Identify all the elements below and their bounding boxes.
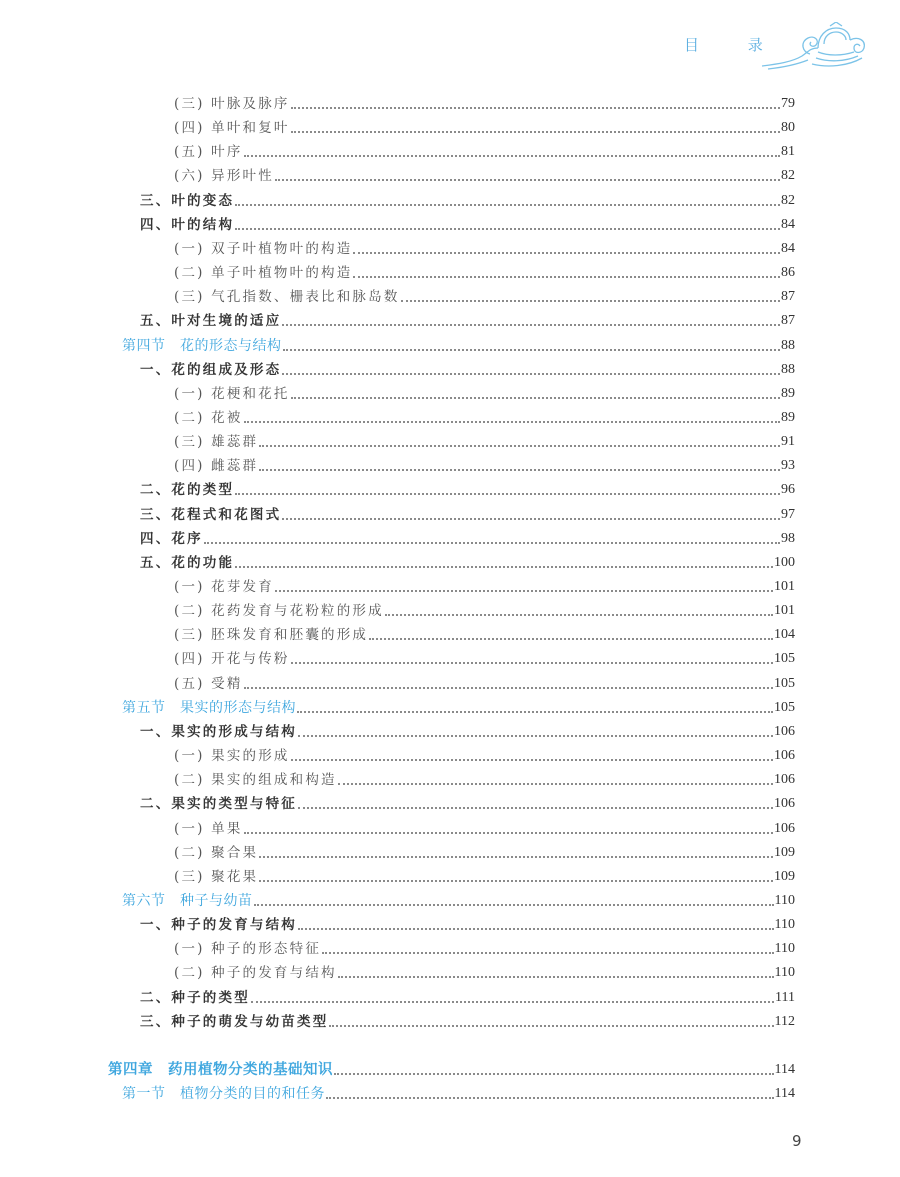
toc-entry[interactable] [122, 335, 795, 357]
dot-leader [338, 783, 773, 785]
dot-leader [298, 735, 773, 737]
dot-leader [353, 252, 780, 254]
page-header [680, 22, 880, 72]
toc-entry[interactable] [140, 987, 795, 1009]
toc-entry-title: 三、种子的萌发与幼苗类型 [140, 1013, 329, 1030]
toc-entry-title: 二、种子的类型 [140, 989, 250, 1006]
toc-entry[interactable] [140, 359, 795, 381]
dot-leader [275, 179, 780, 181]
dot-leader [282, 518, 780, 520]
toc-entry-title: (三) 雄蕊群 [174, 434, 259, 451]
toc-entry-title: 第一节 植物分类的目的和任务 [122, 1086, 325, 1102]
toc-entry-title: (二) 聚合果 [174, 844, 259, 861]
dot-leader [326, 1097, 774, 1099]
toc-entry-title: (一) 花芽发育 [174, 579, 274, 595]
toc-entry-title: 四、叶的结构 [140, 216, 235, 233]
toc-entry-page: 80 [781, 120, 795, 136]
toc-entry-title: (四) 雌蕊群 [174, 458, 259, 475]
toc-entry-title: (一) 果实的形成 [174, 748, 290, 765]
toc-entry[interactable] [174, 818, 795, 840]
toc-entry-title: 五、叶对生境的适应 [140, 313, 282, 330]
dot-leader [338, 976, 774, 978]
dot-leader [244, 155, 780, 157]
toc-entry[interactable] [174, 383, 795, 405]
toc-entry-page: 89 [781, 385, 795, 401]
toc-entry-page: 105 [774, 675, 795, 691]
toc-entry[interactable] [174, 962, 795, 984]
toc-entry[interactable] [174, 165, 795, 187]
toc-entry[interactable] [174, 455, 795, 477]
toc-entry-title: (一) 花梗和花托 [174, 385, 290, 402]
toc-entry-page: 114 [774, 1061, 795, 1077]
dot-leader [235, 204, 780, 206]
toc-entry-page: 96 [781, 482, 795, 498]
toc-entry-page: 109 [774, 868, 795, 884]
toc-entry[interactable] [174, 745, 795, 767]
toc-entry[interactable] [108, 1059, 795, 1081]
toc-entry-page: 82 [781, 168, 795, 184]
toc-entry-page: 105 [774, 651, 795, 667]
toc-entry-title: 二、花的类型 [140, 482, 235, 499]
toc-entry[interactable] [174, 238, 795, 260]
toc-entry-title: 第六节 种子与幼苗 [122, 892, 253, 909]
toc-entry-page: 87 [781, 289, 795, 305]
toc-entry-page: 87 [781, 313, 795, 329]
dot-leader [259, 469, 780, 471]
toc-entry[interactable] [140, 914, 795, 936]
toc-entry-page: 101 [774, 579, 795, 594]
toc-entry-title: (一) 双子叶植物叶的构造 [174, 240, 353, 257]
page-number: 9 [792, 1132, 802, 1150]
dot-leader [254, 904, 774, 906]
toc-entry-page: 91 [781, 434, 795, 450]
toc-entry-title: (二) 单子叶植物叶的构造 [174, 265, 353, 282]
dot-leader [244, 832, 773, 834]
toc-entry-title: 五、花的功能 [140, 554, 235, 571]
dot-leader [282, 324, 780, 326]
toc-entry-title: (五) 叶序 [174, 144, 243, 161]
dot-leader [291, 131, 780, 133]
dot-leader [283, 349, 781, 351]
toc-entry-title: (二) 花被 [174, 409, 243, 426]
toc-entry[interactable] [174, 842, 795, 864]
toc-entry[interactable] [122, 697, 795, 719]
toc-entry-page: 82 [781, 192, 795, 208]
toc-entry-page: 88 [781, 361, 795, 377]
toc-entry[interactable] [140, 504, 795, 526]
toc-entry[interactable] [174, 938, 795, 960]
toc-entry[interactable] [174, 141, 795, 163]
toc-entry-title: (二) 果实的组成和构造 [174, 772, 337, 789]
toc-entry[interactable] [174, 673, 795, 695]
toc-entry-title: (三) 气孔指数、栅表比和脉岛数 [174, 289, 400, 306]
toc-entry-page: 110 [774, 917, 795, 933]
toc-entry[interactable] [140, 214, 795, 236]
header-title: 目 录 [684, 36, 785, 54]
toc-entry-title: 一、果实的形成与结构 [140, 723, 297, 740]
dot-leader [259, 445, 780, 447]
toc-entry-title: (四) 单叶和复叶 [174, 120, 290, 137]
dot-leader [322, 952, 773, 954]
toc-entry-title: 三、叶的变态 [140, 192, 235, 209]
toc-entry[interactable] [174, 600, 795, 622]
toc-entry-page: 93 [781, 458, 795, 474]
dot-leader [235, 493, 780, 495]
toc-entry-page: 106 [774, 772, 795, 788]
toc-entry-title: (一) 单果 [174, 820, 243, 837]
toc-entry[interactable] [140, 528, 795, 550]
toc-entry[interactable] [174, 262, 795, 284]
dot-leader [298, 807, 773, 809]
dot-leader [385, 614, 773, 616]
dot-leader [334, 1073, 774, 1075]
toc-entry[interactable] [140, 793, 795, 815]
toc-entry-title: (三) 聚花果 [174, 868, 259, 885]
toc-entry-title: (一) 种子的形态特征 [174, 941, 322, 958]
toc-entry-title: (六) 异形叶性 [174, 168, 274, 185]
dot-leader [353, 276, 780, 278]
toc-entry-title: 第四节 花的形态与结构 [122, 337, 282, 354]
toc-entry[interactable] [174, 866, 795, 888]
toc-entry-page: 86 [781, 265, 795, 281]
toc-entry-page: 105 [774, 699, 795, 715]
toc-entry-title: (二) 花药发育与花粉粒的形成 [174, 603, 384, 620]
toc-entry[interactable] [140, 552, 795, 574]
toc-entry-title: (三) 胚珠发育和胚囊的形成 [174, 627, 369, 644]
dot-leader [282, 373, 780, 375]
toc-entry[interactable] [174, 576, 795, 598]
dot-leader [329, 1025, 773, 1027]
toc-entry-title: 二、果实的类型与特征 [140, 796, 297, 813]
toc-entry[interactable] [122, 1083, 795, 1105]
toc-entry-page: 81 [781, 144, 795, 160]
toc-entry-title: 一、花的组成及形态 [140, 361, 282, 378]
toc-entry-title: (五) 受精 [174, 675, 243, 692]
dot-leader [275, 590, 773, 592]
toc-entry[interactable] [140, 310, 795, 332]
dot-leader [291, 397, 780, 399]
toc-entry-page: 110 [774, 965, 795, 981]
dot-leader [244, 687, 773, 689]
toc-entry[interactable] [122, 890, 795, 912]
toc-entry-title: (四) 开花与传粉 [174, 651, 290, 668]
toc-entry-page: 79 [781, 96, 795, 111]
toc-entry[interactable] [174, 769, 795, 791]
toc-entry[interactable] [140, 190, 795, 212]
toc-entry-page: 89 [781, 409, 795, 425]
toc-entry-page: 106 [774, 820, 795, 836]
dot-leader [291, 759, 773, 761]
toc-entry-page: 109 [774, 844, 795, 860]
toc-entry-page: 84 [781, 216, 795, 232]
toc-entry-title: (二) 种子的发育与结构 [174, 965, 337, 982]
dot-leader [235, 566, 773, 568]
dot-leader [235, 228, 780, 230]
toc-entry-page: 110 [774, 941, 795, 957]
toc-entry-title: 三、花程式和花图式 [140, 506, 282, 523]
toc-entry[interactable] [174, 93, 795, 115]
toc-entry-page: 100 [774, 554, 795, 570]
dot-leader [401, 300, 780, 302]
toc-entry-page: 111 [775, 989, 795, 1005]
toc-entry-page: 106 [774, 723, 795, 739]
dot-leader [259, 856, 773, 858]
dot-leader [291, 107, 780, 109]
dot-leader [259, 880, 773, 882]
toc-entry[interactable] [174, 117, 795, 139]
dot-leader [291, 662, 773, 664]
dot-leader [204, 542, 780, 544]
toc-entry-page: 84 [781, 240, 795, 256]
toc-entry-page: 114 [774, 1086, 795, 1101]
toc-entry-page: 104 [774, 627, 795, 643]
toc-entry[interactable] [174, 431, 795, 453]
toc-entry-title: (三) 叶脉及脉序 [174, 96, 290, 112]
toc-entry-page: 98 [781, 530, 795, 546]
toc-entry-page: 110 [774, 892, 795, 908]
toc-entry[interactable] [174, 286, 795, 308]
toc-entry[interactable] [140, 1011, 795, 1033]
dot-leader [369, 638, 773, 640]
toc-entry[interactable] [174, 624, 795, 646]
toc-entry[interactable] [140, 479, 795, 501]
toc-entry-page: 101 [774, 603, 795, 619]
toc-entry-title: 第五节 果实的形态与结构 [122, 699, 296, 716]
toc-entry-page: 88 [781, 337, 795, 353]
toc-entry-title: 第四章 药用植物分类的基础知识 [108, 1061, 333, 1078]
toc-entry[interactable] [174, 648, 795, 670]
dot-leader [297, 711, 773, 713]
toc-entry-title: 四、花序 [140, 530, 203, 547]
toc-entry[interactable] [140, 721, 795, 743]
dot-leader [244, 421, 780, 423]
dot-leader [298, 928, 774, 930]
auspicious-cloud-icon [758, 22, 878, 72]
toc-entry-page: 106 [774, 748, 795, 764]
toc-entry-page: 112 [774, 1013, 795, 1029]
toc-entry-title: 一、种子的发育与结构 [140, 917, 297, 934]
toc-entry[interactable] [174, 407, 795, 429]
toc-entry-page: 97 [781, 506, 795, 522]
dot-leader [251, 1001, 774, 1003]
toc-entry-page: 106 [774, 796, 795, 812]
